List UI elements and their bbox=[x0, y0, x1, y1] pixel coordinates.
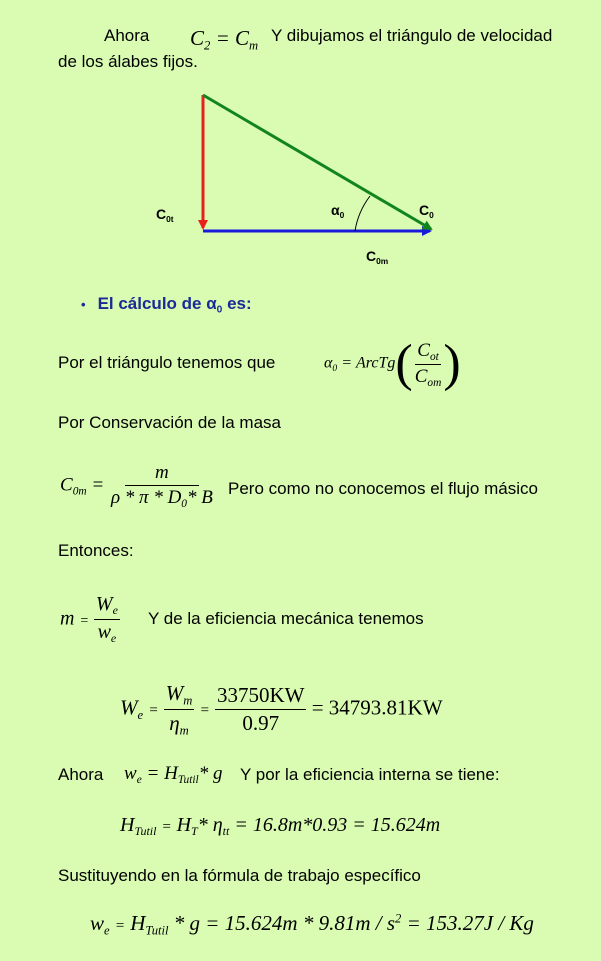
eq-c2-sub: 2 bbox=[204, 38, 211, 53]
eq-cm: C bbox=[234, 26, 249, 50]
final-equation: $w_e = H_{Tutil} * g = 15.624m * 9.81m / s^2 = 153.27J / Kg$ bbox=[90, 911, 534, 938]
eq-c2: C bbox=[190, 26, 205, 50]
alpha-angle-arc bbox=[355, 196, 370, 231]
label-c0m: $C_{0m}$ bbox=[366, 248, 389, 266]
intro-ahora: Ahora bbox=[104, 26, 150, 45]
bullet-icon: • bbox=[81, 297, 86, 312]
sustituyendo-text: Sustituyendo en la fórmula de trabajo específico bbox=[58, 866, 421, 885]
eq-equals: = bbox=[215, 26, 230, 50]
triangle-text: Por el triángulo tenemos que bbox=[58, 353, 276, 372]
we-equation: $W_e$ = $\frac{W_m}{\eta_m}$ = $\frac{33750KW}{0.97}$ = 34793.81KW bbox=[120, 681, 443, 738]
label-alpha0: $\alpha_0$ bbox=[331, 202, 345, 220]
ahora2-text: Ahora bbox=[58, 765, 104, 784]
label-c0t: $C_{0t}$ bbox=[156, 206, 174, 224]
mass-text: Por Conservación de la masa bbox=[58, 413, 282, 432]
mflow-equation: m = $\frac{W_e}{w_e}$ bbox=[60, 593, 118, 646]
entonces-text: Entonces: bbox=[58, 541, 134, 560]
we-prime-equation: $w_e = H_{Tutil}*$ g bbox=[124, 763, 223, 786]
mflow-after-text: Y de la eficiencia mecánica tenemos bbox=[148, 609, 424, 628]
label-c0: $C_0$ bbox=[419, 202, 434, 220]
bullet-heading: • El cálculo de $\alpha_0$ es: bbox=[81, 294, 252, 316]
ahora2-after-text: Y por la eficiencia interna se tiene: bbox=[240, 765, 500, 784]
intro-line2: de los álabes fijos. bbox=[58, 52, 198, 71]
alpha-equation: $\alpha_0$ = ArcTg( $\frac{C_{ot}}{C_{om}}$ ) bbox=[324, 335, 461, 392]
velocity-triangle-diagram bbox=[0, 0, 601, 290]
intro-rest: Y dibujamos el triángulo de velocidad bbox=[271, 26, 553, 45]
c0m-equation: $C_{0m}$ = $\frac{m}{\rho * \pi * D_0* B}$ bbox=[60, 462, 213, 510]
htutil-equation: $H_{Tutil} = H_T*$ $\eta_{tt} = 16.8m*0.93 = 15.624m$ bbox=[120, 814, 441, 839]
c0-vector bbox=[203, 95, 431, 229]
eq-cm-sub: m bbox=[249, 38, 259, 53]
mass-after-text: Pero como no conocemos el flujo másico bbox=[228, 479, 538, 498]
